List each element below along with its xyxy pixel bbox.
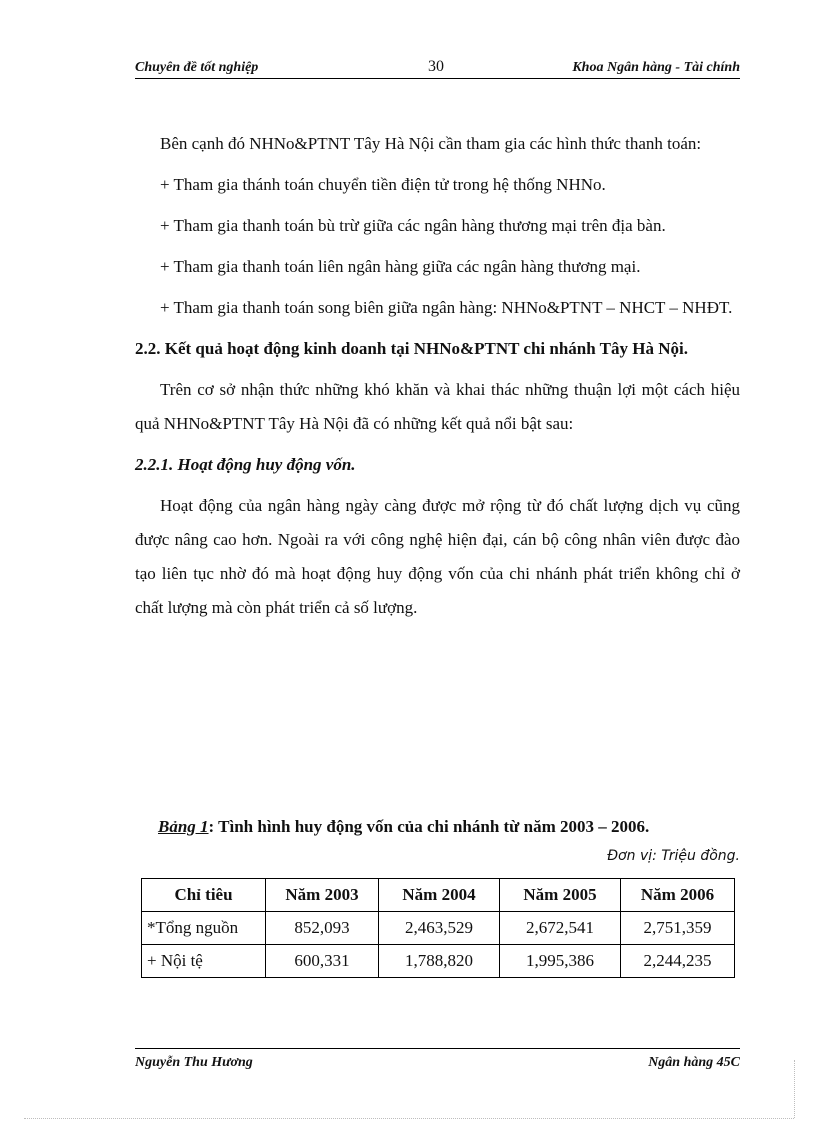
page-number: 30 xyxy=(428,58,444,75)
column-header: Chỉ tiêu xyxy=(142,879,266,912)
table-row xyxy=(142,945,735,978)
list-item-interbank: + Tham gia thanh toán liên ngân hàng giữa các ngân hàng thương mại. xyxy=(160,257,641,276)
table-cell: 852,093 xyxy=(266,912,379,945)
header-faculty: Khoa Ngân hàng - Tài chính xyxy=(572,60,740,75)
column-header: Năm 2005 xyxy=(500,879,621,912)
subsection-heading: 2.2.1. Hoạt động huy động vốn. xyxy=(135,455,356,474)
footer-class: Ngân hàng 45C xyxy=(648,1055,740,1069)
table-cell: *Tổng nguồn xyxy=(142,912,266,945)
table-unit: Đơn vị: Triệu đồng. xyxy=(607,848,740,864)
page-edge-right xyxy=(794,1060,795,1118)
capital-table xyxy=(141,878,735,978)
table-caption xyxy=(158,817,748,837)
section-heading: 2.2. Kết quả hoạt động kinh doanh tại NHNo&PTNT chi nhánh Tây Hà Nội. xyxy=(135,339,688,358)
footer-author: Nguyễn Thu Hương xyxy=(135,1055,253,1069)
table-cell: 2,463,529 xyxy=(379,912,500,945)
list-item-electronic-transfer: + Tham gia thánh toán chuyển tiền điện tử trong hệ thống NHNo. xyxy=(160,175,606,194)
column-header: Năm 2003 xyxy=(266,879,379,912)
table-cell: 1,788,820 xyxy=(379,945,500,978)
list-item-bilateral: + Tham gia thanh toán song biên giữa ngân hàng: NHNo&PTNT – NHCT – NHĐT. xyxy=(160,298,733,317)
paragraph-payment-intro: Bên cạnh đó NHNo&PTNT Tây Hà Nội cần tham gia các hình thức thanh toán: xyxy=(160,134,702,153)
table-cell: 2,244,235 xyxy=(621,945,735,978)
paragraph-capital-mobilization: Hoạt động của ngân hàng ngày càng được mở rộng từ đó chất lượng dịch vụ cũng được nâng cao hơn. Ngoài ra với công nghệ hiện đại, cán bộ công nhân viên được đào tạo liên tục nhờ đó mà hoạt động huy động vốn của chi nhánh phát triển không chỉ ở chất lượng mà còn phát triển cả số lượng. xyxy=(135,496,740,617)
page-body xyxy=(135,127,740,632)
table-cell: 2,672,541 xyxy=(500,912,621,945)
column-header: Năm 2004 xyxy=(379,879,500,912)
page-footer xyxy=(135,1048,740,1069)
list-item-clearing: + Tham gia thanh toán bù trừ giữa các ngân hàng thương mại trên địa bàn. xyxy=(160,216,666,235)
table-title: : Tình hình huy động vốn của chi nhánh từ năm 2003 – 2006. xyxy=(208,817,650,836)
column-header: Năm 2006 xyxy=(621,879,735,912)
header-document-type: Chuyên đề tốt nghiệp xyxy=(135,60,259,75)
paragraph-results-intro: Trên cơ sở nhận thức những khó khăn và khai thác những thuận lợi một cách hiệu quả NHNo&PTNT Tây Hà Nội đã có những kết quả nổi bật sau: xyxy=(135,380,740,433)
page-edge-bottom xyxy=(24,1118,794,1119)
table-cell: 600,331 xyxy=(266,945,379,978)
table-row xyxy=(142,912,735,945)
table-label: Bảng 1 xyxy=(158,817,209,836)
table-header-row xyxy=(142,879,735,912)
table-cell: 2,751,359 xyxy=(621,912,735,945)
table-cell: 1,995,386 xyxy=(500,945,621,978)
table-cell: + Nội tệ xyxy=(142,945,266,978)
page-header xyxy=(135,58,740,79)
